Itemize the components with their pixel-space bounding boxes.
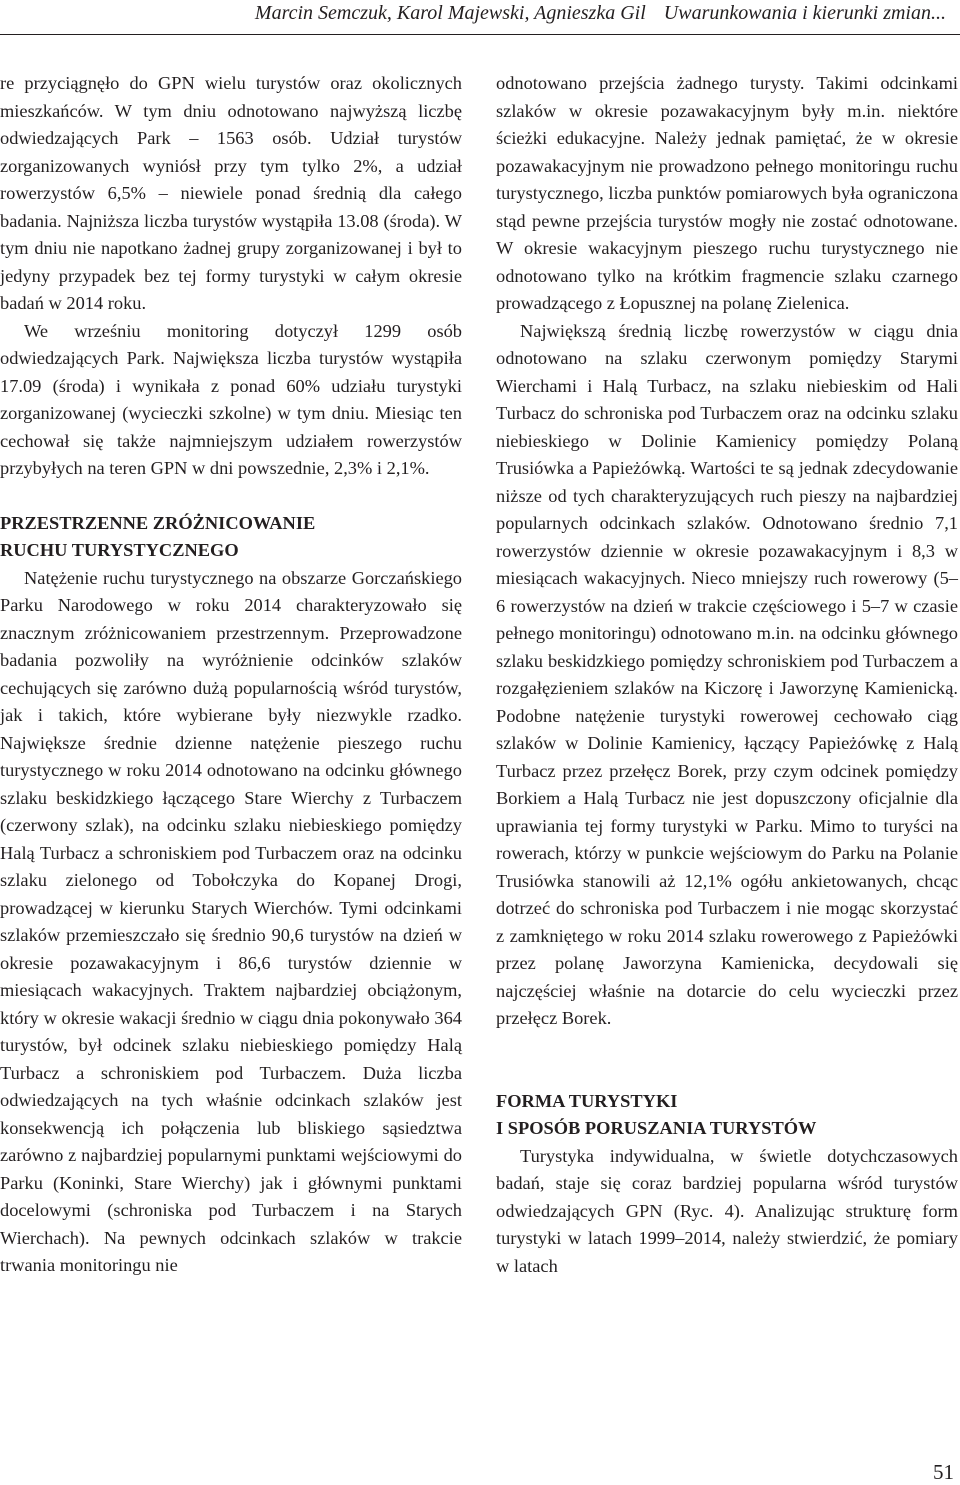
right-paragraph-2: Największą średnią liczbę rowerzystów w ciągu dnia odnotowano na szlaku czerwonym pomiędzy Starymi Wierchami i Halą Turbacz, na szlaku niebieskim od Hali Turbacz do schroniska pod Turbaczem oraz na odcinku szlaku niebieskiego w Dolinie Kamienicy pomiędzy Polaną Trusiówka a Papieżówką. Wartości te są jednak zdecydowanie niższe od tych charakteryzujących ruch pieszy na najbardziej popularnych odcinkach szlaków. Odnotowano średnio 7,1 rowerzystów dziennie w okresie pozawakacyjnym i 8,3 w miesiącach wakacyjnych. Nieco mniejszy ruch rowerowy (5–6 rowerzystów na dzień w trakcie częściowego i 5–7 w czasie pełnego monitoringu) odnotowano m.in. na odcinku głównego szlaku beskidzkiego pomiędzy schroniskiem pod Turbaczem a rozgałęzieniem szlaków na Kiczorę i Jaworzynę Kamienicką. Podobne natężenie turystyki rowerowej cechowało ciąg szlaków w Dolinie Kamienicy, łączący Papieżówkę z Halą Turbacz przez przełęcz Borek, przy czym odcinek pomiędzy Borkiem a Halą Turbacz nie jest dopuszczony oficjalnie dla uprawiania tej formy turystyki w Parku. Mimo to turyści na rowerach, którzy w punkcie wejściowym do Parku na Polanie Trusiówka stanowili aż 12,1% ogółu ankietowanych, chcąc dotrzeć do schroniska pod Turbaczem i nie mogąc skorzystać z zamkniętego w roku 2014 szlaku rowerowego z Papieżówki przez polanę Jaworzyna Kamienicka, decydowali się najczęściej właśnie na dotarcie do celu wycieczki przez przełęcz Borek. [496, 320, 958, 1028]
left-column [0, 70, 462, 1280]
running-head-authors: Marcin Semczuk, Karol Majewski, Agnieszka Gil [254, 2, 646, 24]
left-paragraph-3: Natężenie ruchu turystycznego na obszarze Gorczańskiego Parku Narodowego w roku 2014 charakteryzowało się znacznym zróżnicowaniem przestrzennym. Przeprowadzone badania pozwoliły na wyróżnienie odcinków szlaków cechujących się zarówno dużą popularnością wśród turystów, jak i takich, które wybierane były niezwykle rzadko. Największe średnie dzienne natężenie pieszego ruchu turystycznego w roku 2014 odnotowano na odcinku głównego szlaku beskidzkiego łączącego Stare Wierchy z Turbaczem (czerwony szlak), na odcinku szlaku niebieskiego pomiędzy Halą Turbacz a schroniskiem pod Turbaczem oraz na odcinku szlaku zielonego od Tobołczyka do Kopanej Drogi, prowadzącej w kierunku Starych Wierchów. Tymi odcinkami szlaków przemieszczało się średnio 90,6 turystów na dzień w okresie pozawakacyjnym i 86,6 turystów dziennie w miesiącach wakacyjnych. Traktem najbardziej obciążonym, który w okresie wakacji średnio w ciągu dnia pokonywało 364 turystów, był odcinek szlaku niebieskiego pomiędzy Halą Turbacz a schroniskiem pod Turbaczem. Duża liczba odwiedzających na tych właśnie odcinkach szlaków jest konsekwencją ich połączenia lub bliskiego sąsiedztwa zarówno z najbardziej popularnymi punktami wejściowymi do Parku (Koninki, Stare Wierchy) jak i głównymi punktami docelowymi (schroniska pod Turbaczem i na Starych Wierchach). Na pewnych odcinkach szlaków w trakcie trwania monitoringu nie [0, 567, 462, 1275]
section-heading-form-line-1: FORMA TURYSTYKI [496, 1090, 678, 1111]
right-paragraph-1: odnotowano przejścia żadnego turysty. Takimi odcinkami szlaków w okresie pozawakacyjnym były m.in. niektóre ścieżki edukacyjne. Należy jednak pamiętać, że w okresie pozawakacyjnym nie prowadzono pełnego monitoringu ruchu turystycznego, liczba punktów pomiarowych była ograniczona stąd pewne przejścia turystów mogły nie zostać odnotowane. W okresie wakacyjnym pieszego ruchu turystycznego nie odnotowano tylko na krótkim fragmencie szlaku czarnego prowadzącego z Łopusznej na polanę Zielenica. [496, 73, 958, 313]
section-heading-spatial-line-2: RUCHU TURYSTYCZNEGO [0, 540, 239, 560]
section-heading-spatial-line-1: PRZESTRZENNE ZRÓŻNICOWANIE [0, 512, 316, 533]
section-heading-form-line-2: I SPOSÓB PORUSZANIA TURYSTÓW [496, 1118, 817, 1138]
right-paragraph-3: Turystyka indywidualna, w świetle dotychczasowych badań, staje się coraz bardziej popularna wśród turystów odwiedzających GPN (Ryc. 4). Analizując strukturę form turystyki w latach 1999–2014, należy stwierdzić, że pomiary w latach [496, 1145, 958, 1276]
running-head-title: Uwarunkowania i kierunki zmian... [663, 2, 946, 24]
page-number: 51 [933, 1460, 954, 1484]
running-head [255, 2, 946, 25]
left-paragraph-1: re przyciągnęło do GPN wielu turystów oraz okolicznych mieszkańców. W tym dniu odnotowano najwyższą liczbę odwiedzających Park – 1563 osób. Udział turystów zorganizowanych wyniósł przy tym tylko 2%, a udział rowerzystów 6,5% – niewiele ponad średnią dla całego badania. Najniższa liczba turystów wystąpiła 13.08 (środa). W tym dniu nie napotkano żadnej grupy zorganizowanej i był to jedyny przypadek bez tej formy turystyki w całym okresie badań w 2014 roku. [0, 73, 462, 313]
section-heading-form [496, 1088, 958, 1143]
header-rule [0, 34, 960, 35]
left-paragraph-2: We wrześniu monitoring dotyczył 1299 osób odwiedzających Park. Największa liczba turystów wystąpiła 17.09 (środa) i wynikała z ponad 60% udziału turystyki zorganizowanej (wycieczki szkolne) w tym dniu. Miesiąc ten cechował się także najmniejszym udziałem rowerzystów przybyłych na teren GPN w dni powszednie, 2,3% i 2,1%. [0, 320, 462, 478]
section-heading-spatial [0, 510, 462, 565]
right-column [496, 70, 958, 1280]
